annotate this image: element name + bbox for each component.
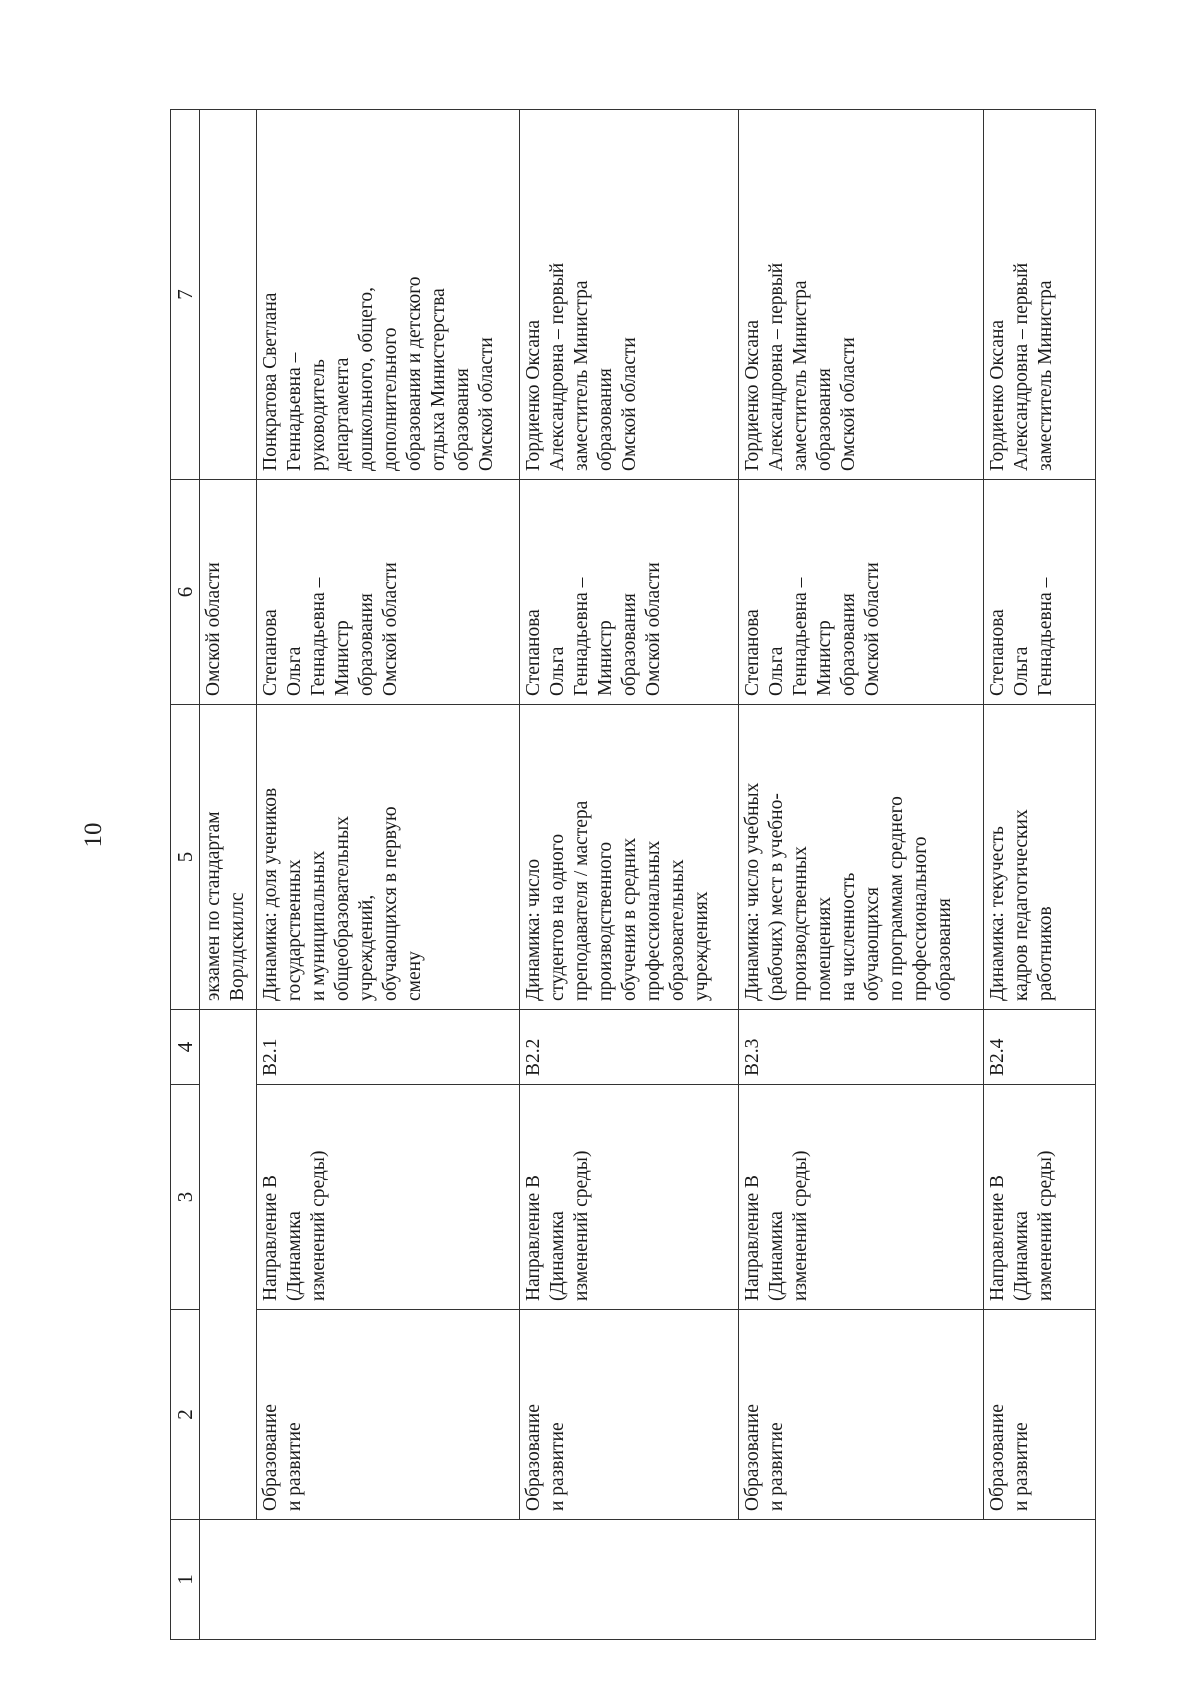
indicator-cell: Динамика: текучесть кадров педагогических работников xyxy=(984,705,1096,1010)
continuation-deputy-cell xyxy=(200,110,257,480)
continuation-empty-cell xyxy=(200,1010,257,1520)
header-cell-col3: 3 xyxy=(171,1085,200,1310)
sphere-cell: Образование и развитие xyxy=(520,1310,739,1520)
direction-cell: Направление В (Динамика изменений среды) xyxy=(257,1085,520,1310)
code-cell: В2.2 xyxy=(520,1010,739,1085)
table-row xyxy=(739,110,984,1640)
code-cell: В2.3 xyxy=(739,1010,984,1085)
indicator-cell: Динамика: доля учеников государственных и муниципальных общеобразовательных учреждений, обучающихся в первую смену xyxy=(257,705,520,1010)
page-number: 10 xyxy=(80,822,107,848)
executor-cell: Гордиенко Оксана Александровна – первый заместитель Министра образования Омской области xyxy=(739,110,984,480)
header-cell-col2: 2 xyxy=(171,1310,200,1520)
sphere-cell: Образование и развитие xyxy=(257,1310,520,1520)
header-cell-col4: 4 xyxy=(171,1010,200,1085)
header-cell-col6: 6 xyxy=(171,480,200,705)
continuation-responsible-cell: Омской области xyxy=(200,480,257,705)
code-cell: В2.1 xyxy=(257,1010,520,1085)
table-header-row xyxy=(171,110,200,1640)
direction-cell: Направление В (Динамика изменений среды) xyxy=(739,1085,984,1310)
sphere-cell: Образование и развитие xyxy=(984,1310,1096,1520)
table-row xyxy=(520,110,739,1640)
code-cell: В2.4 xyxy=(984,1010,1096,1085)
responsible-cell: Степанова Ольга Геннадьевна – Министр образования Омской области xyxy=(257,480,520,705)
indicator-cell: Динамика: число студентов на одного преподавателя / мастера производственного обучения в средних профессиональных образовательных учреждениях xyxy=(520,705,739,1010)
indicators-table xyxy=(170,109,1096,1640)
merged-column-1-cell xyxy=(200,1520,1096,1640)
table-row xyxy=(257,110,520,1640)
executor-cell: Гордиенко Оксана Александровна – первый заместитель Министра образования Омской области xyxy=(520,110,739,480)
continuation-row xyxy=(200,110,257,1640)
responsible-cell: Степанова Ольга Геннадьевна – Министр образования Омской области xyxy=(739,480,984,705)
table-row xyxy=(984,110,1096,1640)
header-cell-col7: 7 xyxy=(171,110,200,480)
header-cell-col1: 1 xyxy=(171,1520,200,1640)
header-cell-col5: 5 xyxy=(171,705,200,1010)
indicator-cell: Динамика: число учебных (рабочих) мест в учебно- производственных помещениях на численность обучающихся по программам среднего профессионального образования xyxy=(739,705,984,1010)
direction-cell: Направление В (Динамика изменений среды) xyxy=(984,1085,1096,1310)
continuation-indicator-cell: экзамен по стандартам Ворлдскиллс xyxy=(200,705,257,1010)
responsible-cell: Степанова Ольга Геннадьевна – xyxy=(984,480,1096,705)
executor-cell: Гордиенко Оксана Александровна – первый заместитель Министра xyxy=(984,110,1096,480)
rotated-table-frame xyxy=(170,110,1110,1640)
responsible-cell: Степанова Ольга Геннадьевна – Министр образования Омской области xyxy=(520,480,739,705)
direction-cell: Направление В (Динамика изменений среды) xyxy=(520,1085,739,1310)
sphere-cell: Образование и развитие xyxy=(739,1310,984,1520)
executor-cell: Понкратова Светлана Геннадьевна – руководитель департамента дошкольного, общего, дополнительного образования и детского отдыха Министерства образования Омской области xyxy=(257,110,520,480)
